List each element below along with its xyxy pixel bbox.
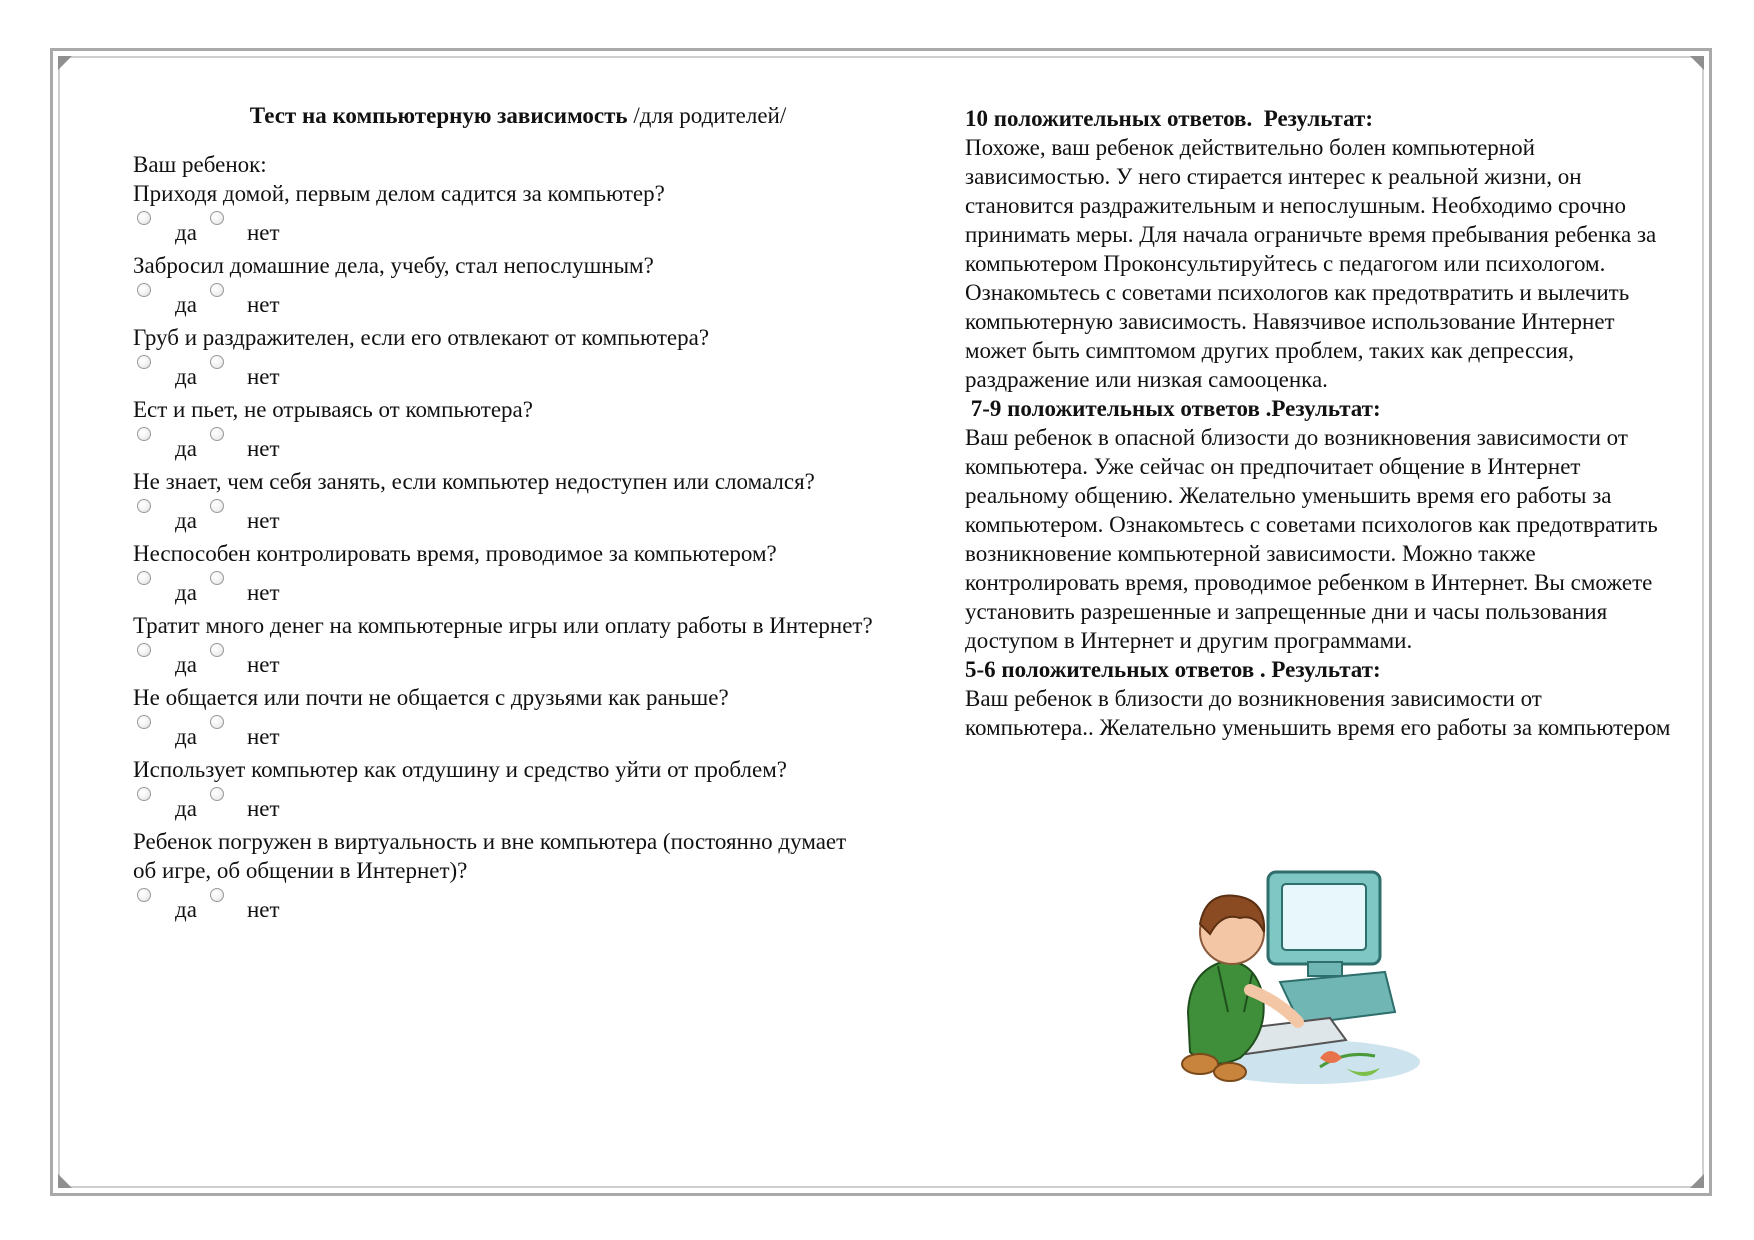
- test-title: [133, 101, 873, 130]
- answer-yes-label: да: [175, 364, 197, 389]
- answer-row: [133, 352, 873, 395]
- result-block: [965, 394, 1675, 655]
- answer-no-label: нет: [247, 508, 280, 533]
- answer-no-radio[interactable]: [210, 888, 224, 902]
- answer-no-label: нет: [247, 220, 280, 245]
- answer-yes-radio[interactable]: [137, 427, 151, 441]
- answer-no-radio[interactable]: [210, 355, 224, 369]
- result-heading: 7-9 положительных ответов .Результат:: [965, 396, 1381, 421]
- result-text: Ваш ребенок в близости до возникновения зависимости от компьютера.. Желательно уменьшить время его работы за компьютером: [965, 686, 1671, 740]
- answer-row: [133, 280, 873, 323]
- answer-yes-label: да: [175, 508, 197, 533]
- answer-yes-label: да: [175, 796, 197, 821]
- result-heading: 10 положительных ответов. Результат:: [965, 106, 1373, 131]
- answer-yes-radio[interactable]: [137, 888, 151, 902]
- answer-no-label: нет: [247, 897, 280, 922]
- test-title-main: Тест на компьютерную зависимость: [249, 103, 634, 128]
- answer-row: [133, 568, 873, 611]
- answer-no-radio[interactable]: [210, 283, 224, 297]
- answer-yes-radio[interactable]: [137, 571, 151, 585]
- answer-yes-radio[interactable]: [137, 211, 151, 225]
- answer-yes-radio[interactable]: [137, 355, 151, 369]
- answer-no-label: нет: [247, 292, 280, 317]
- question-text: Не общается или почти не общается с друзьями как раньше?: [133, 685, 729, 710]
- answer-row: [133, 496, 873, 539]
- question-text: Тратит много денег на компьютерные игры или оплату работы в Интернет?: [133, 613, 873, 638]
- answer-row: [133, 784, 873, 827]
- question-text: Ребенок погружен в виртуальность и вне компьютера (постоянно думает об игре, об общении в Интернет)?: [133, 829, 847, 883]
- answer-no-label: нет: [247, 580, 280, 605]
- monitor-screen: [1282, 884, 1366, 950]
- result-heading: 5-6 положительных ответов . Результат:: [965, 657, 1381, 682]
- answer-no-radio[interactable]: [210, 427, 224, 441]
- frame-corner-ornament: [1690, 1174, 1704, 1188]
- result-block: [965, 655, 1675, 742]
- answer-yes-radio[interactable]: [137, 643, 151, 657]
- question-text: Груб и раздражителен, если его отвлекают от компьютера?: [133, 325, 710, 350]
- answer-yes-label: да: [175, 897, 197, 922]
- answer-no-radio[interactable]: [210, 643, 224, 657]
- answer-no-radio[interactable]: [210, 499, 224, 513]
- test-title-audience: /для родителей/: [633, 103, 787, 128]
- answer-no-radio[interactable]: [210, 211, 224, 225]
- child-foot: [1214, 1063, 1246, 1081]
- answer-yes-radio[interactable]: [137, 499, 151, 513]
- answer-no-radio[interactable]: [210, 571, 224, 585]
- frame-corner-ornament: [58, 56, 72, 70]
- answer-row: [133, 424, 873, 467]
- answer-yes-label: да: [175, 436, 197, 461]
- result-text: Ваш ребенок в опасной близости до возникновения зависимости от компьютера. Уже сейчас он предпочитает общение в Интернет реальному общению. Желательно уменьшить время его работы за компьютером. Ознакомьтесь с советами психологов как предотвратить возникновение компьютерной зависимости. Можно также контролировать время, проводимое ребенком в Интернет. Вы сможете установить разрешенные и запрещенные дни и часы пользования доступом в Интернет и другим программами.: [965, 425, 1658, 653]
- question-text: Не знает, чем себя занять, если компьютер недоступен или сломался?: [133, 469, 815, 494]
- question-text: Приходя домой, первым делом садится за компьютер?: [133, 181, 665, 206]
- answer-row: [133, 885, 873, 928]
- result-text: Похоже, ваш ребенок действительно болен компьютерной зависимостью. У него стирается интерес к реальной жизни, он становится раздражительным и непослушным. Необходимо срочно принимать меры. Для начала ограничьте время пребывания ребенка за компьютером Проконсультируйтесь с педагогом или психологом. Ознакомьтесь с советами психологов как предотвратить и вылечить компьютерную зависимость. Навязчивое использование Интернет может быть симптомом других проблем, таких как депрессия, раздражение или низкая самооценка.: [965, 135, 1657, 392]
- questionnaire-column: [133, 101, 873, 928]
- child-foot: [1182, 1054, 1218, 1074]
- answer-no-label: нет: [247, 796, 280, 821]
- answer-no-radio[interactable]: [210, 787, 224, 801]
- answer-yes-radio[interactable]: [137, 787, 151, 801]
- question-list: [133, 179, 873, 928]
- question-text: Неспособен контролировать время, проводимое за компьютером?: [133, 541, 777, 566]
- answer-yes-label: да: [175, 292, 197, 317]
- answer-yes-label: да: [175, 724, 197, 749]
- answer-no-label: нет: [247, 652, 280, 677]
- answer-row: [133, 640, 873, 683]
- answer-yes-label: да: [175, 652, 197, 677]
- child-at-computer-illustration: [1170, 862, 1420, 1102]
- answer-yes-label: да: [175, 580, 197, 605]
- answer-no-label: нет: [247, 364, 280, 389]
- frame-corner-ornament: [58, 1174, 72, 1188]
- answer-yes-radio[interactable]: [137, 283, 151, 297]
- answer-row: [133, 712, 873, 755]
- answer-row: [133, 208, 873, 251]
- answer-no-label: нет: [247, 436, 280, 461]
- answer-no-radio[interactable]: [210, 715, 224, 729]
- answer-no-label: нет: [247, 724, 280, 749]
- question-text: Забросил домашние дела, учебу, стал непослушным?: [133, 253, 654, 278]
- monitor-stand: [1308, 962, 1342, 976]
- results-column: [965, 104, 1675, 742]
- answer-yes-radio[interactable]: [137, 715, 151, 729]
- result-block: [965, 104, 1675, 394]
- question-text: Использует компьютер как отдушину и средство уйти от проблем?: [133, 757, 787, 782]
- frame-corner-ornament: [1690, 56, 1704, 70]
- question-text: Ест и пьет, не отрываясь от компьютера?: [133, 397, 533, 422]
- answer-yes-label: да: [175, 220, 197, 245]
- intro-text: Ваш ребенок:: [133, 152, 267, 177]
